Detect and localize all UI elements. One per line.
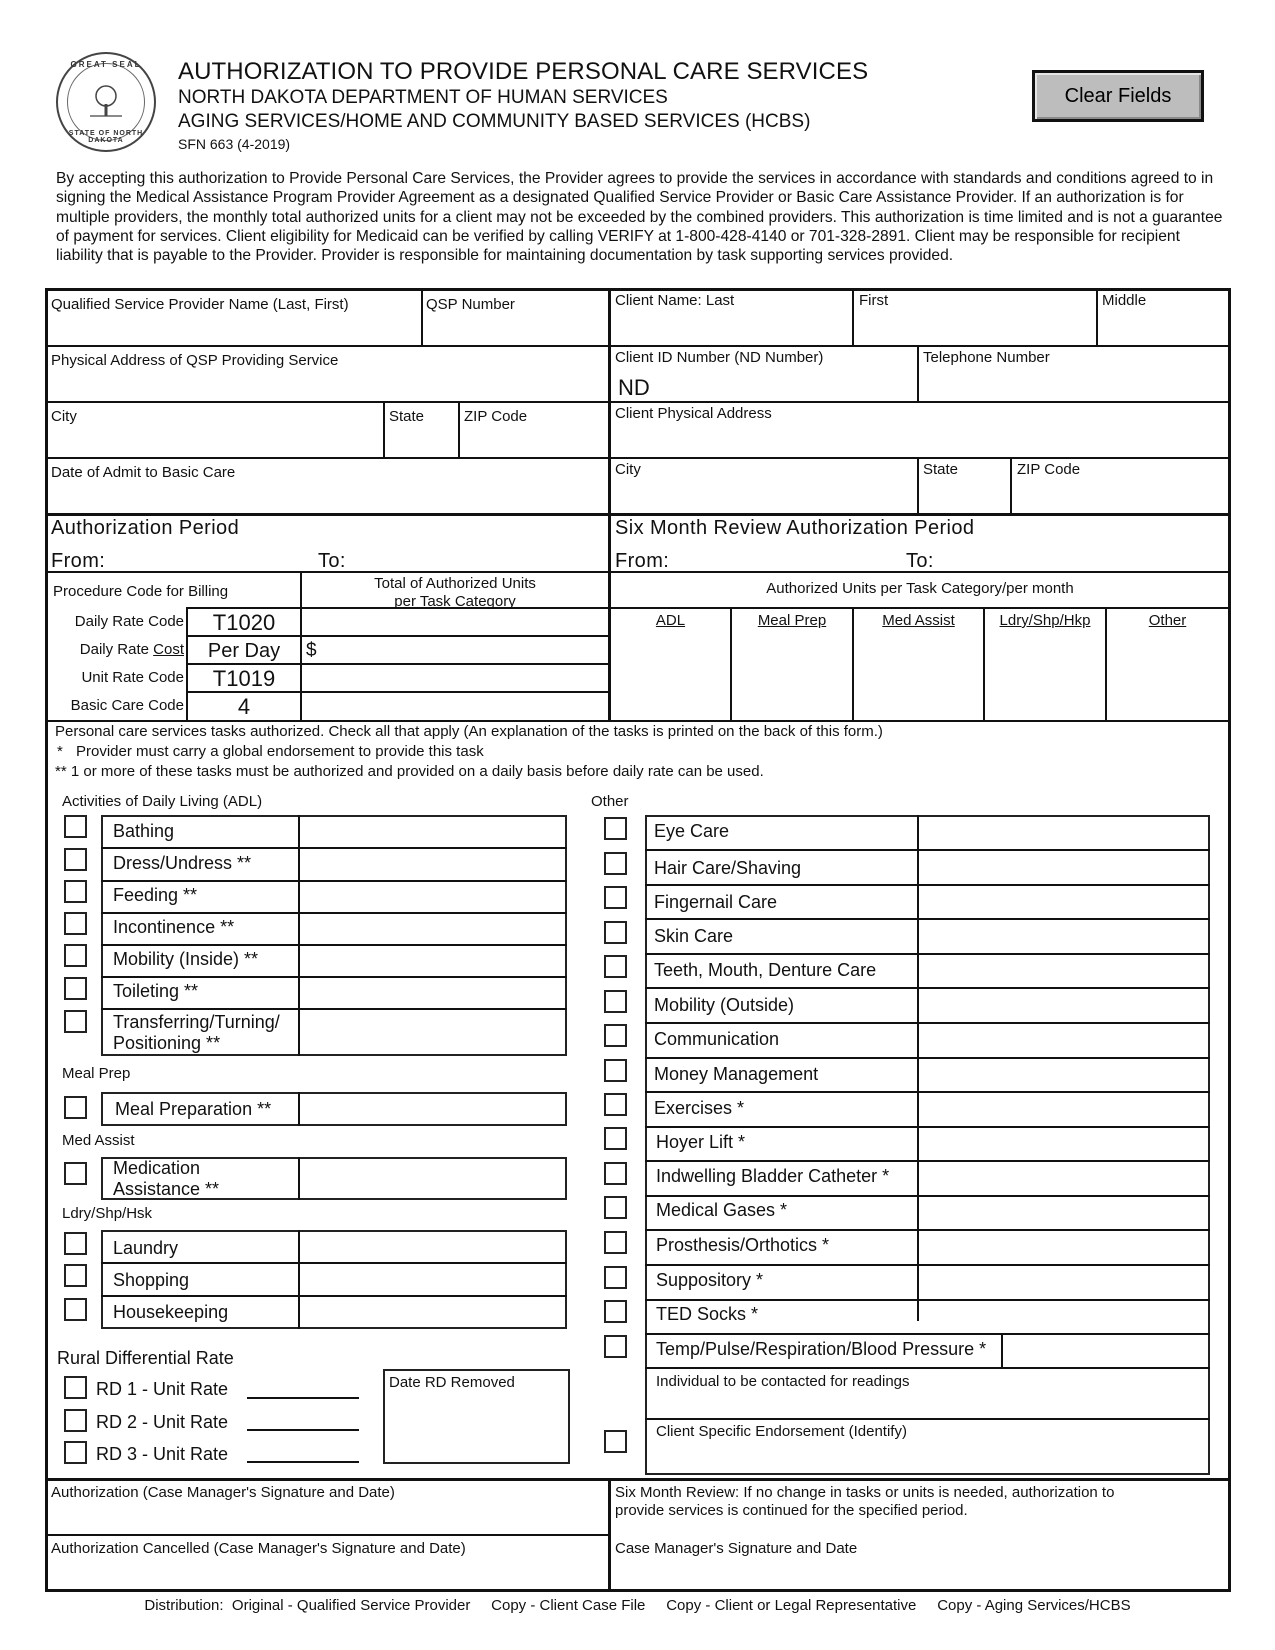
intro-paragraph: By accepting this authorization to Provide Personal Care Services, the Provider agrees to provide the services in accordance with standards and conditions agreed to in signing the Medical Assistance Program Provider Agreement as a designated Qualified Service Provider or Basic Care Assistance Provider. If an authorization is for multiple providers, the monthly total authorized units for a client may not be exceeded by the combined providers. This authorization is time limited and is not a guarantee of payment for services. Client eligibility for Medicaid can be verified by calling VERIFY at 1-800-428-4140 or 701-328-2891. Client may be responsible for recipient liability that is payable to the Provider. Provider is responsible for maintaining documentation by task supporting services provided. [56,170,1223,265]
provider-zip-label: ZIP Code [464,408,528,425]
contact-readings-label: Individual to be contacted for readings [656,1373,910,1390]
col-meal-prep: Meal Prep [757,612,827,629]
department-name: NORTH DAKOTA DEPARTMENT OF HUMAN SERVICES [178,87,668,108]
checkbox-bladder-catheter[interactable] [604,1162,627,1185]
state-seal-icon [56,52,156,152]
task-fingernail-care: Fingernail Care [654,892,778,912]
task-skin-care: Skin Care [654,926,734,946]
hair-care-notes-input[interactable] [921,852,1207,881]
suppository-notes-input[interactable] [921,1267,1207,1296]
basic-care-units-input[interactable] [304,695,604,717]
task-bladder-catheter: Indwelling Bladder Catheter * [656,1166,890,1186]
checkbox-communication[interactable] [604,1024,627,1047]
cancel-signature-label: Authorization Cancelled (Case Manager's Signature and Date) [51,1540,466,1557]
checkbox-ted-socks[interactable] [604,1300,627,1323]
task-toileting: Toileting ** [113,981,199,1001]
med-assist-section-title: Med Assist [62,1132,135,1149]
client-id-label: Client ID Number (ND Number) [615,349,824,366]
task-transferring-line1: Transferring/Turning/ [113,1012,280,1032]
housekeeping-notes-input[interactable] [302,1298,564,1326]
client-zip-label: ZIP Code [1017,461,1081,478]
client-last-label: Client Name: Last [615,292,735,309]
review-from-label: From: [615,550,670,572]
form-title: AUTHORIZATION TO PROVIDE PERSONAL CARE SERVICES [178,58,869,85]
daily-rate-code-label: Daily Rate Code [74,613,184,630]
auth-signature-label: Authorization (Case Manager's Signature and Date) [51,1484,395,1501]
adl-units-input[interactable] [614,634,726,718]
distribution-footer: Distribution: Original - Qualified Service Provider Copy - Client Case File Copy - Client or Legal Representative Copy - Aging Services/HCBS [144,1597,1131,1614]
auth-period-title: Authorization Period [51,517,240,539]
adl-section-title: Activities of Daily Living (ADL) [62,793,263,810]
task-incontinence: Incontinence ** [113,917,235,937]
checkbox-teeth-mouth[interactable] [604,955,627,978]
client-id-prefix: ND [618,375,650,400]
rd3-label: RD 3 - Unit Rate [96,1444,229,1464]
client-address-input[interactable] [614,425,1224,455]
task-hair-care: Hair Care/Shaving [654,858,802,878]
laundry-notes-input[interactable] [302,1233,564,1261]
client-city-label: City [615,461,641,478]
daily-rate-code-value: T1020 [212,610,276,635]
other-units-input[interactable] [1110,634,1224,718]
daily-rate-cost-value: Per Day [207,640,281,662]
provider-address-label: Physical Address of QSP Providing Service [51,352,339,369]
fingernail-care-notes-input[interactable] [921,887,1207,916]
task-dress-undress: Dress/Undress ** [113,853,252,873]
task-shopping: Shopping [113,1270,190,1290]
units-header-line2: per Task Category [394,593,516,610]
bladder-catheter-notes-input[interactable] [921,1163,1207,1192]
incontinence-notes-input[interactable] [302,915,564,943]
six-month-review-text-1: Six Month Review: If no change in tasks or units is needed, authorization to [615,1484,1115,1501]
auth-from-input[interactable] [114,548,314,570]
daily-rate-cost-input[interactable] [322,639,604,661]
client-id-input[interactable] [654,372,912,400]
date-rd-removed-input[interactable] [388,1394,566,1460]
client-city-input[interactable] [614,481,914,511]
client-phone-label: Telephone Number [923,349,1050,366]
checkbox-suppository[interactable] [604,1266,627,1289]
checkbox-exercises[interactable] [604,1093,627,1116]
checkbox-rd3[interactable] [64,1441,87,1464]
unit-rate-code-value: T1019 [212,666,276,691]
unit-rate-units-input[interactable] [304,667,604,689]
billing-header: Procedure Code for Billing [53,583,229,600]
client-state-label: State [923,461,959,478]
cancel-signature-input[interactable] [50,1559,604,1587]
ldry-units-input[interactable] [988,634,1101,718]
clear-fields-button[interactable]: Clear Fields [1032,70,1204,122]
task-communication: Communication [654,1029,780,1049]
basic-care-code-value: 4 [237,694,251,719]
checkbox-feeding[interactable] [64,880,87,903]
medical-gases-notes-input[interactable] [921,1198,1207,1227]
rd1-label: RD 1 - Unit Rate [96,1379,229,1399]
auth-to-label: To: [318,550,346,572]
cm-signature-label: Case Manager's Signature and Date [615,1540,858,1557]
provider-city-input[interactable] [50,427,380,455]
dress-undress-notes-input[interactable] [302,850,564,878]
task-feeding: Feeding ** [113,885,198,905]
checkbox-rd2[interactable] [64,1409,87,1432]
task-medication-line2: Assistance ** [113,1179,220,1199]
form-number: SFN 663 (4-2019) [178,136,291,152]
provider-name-input[interactable] [50,315,418,343]
checkbox-mobility-outside[interactable] [604,990,627,1013]
toileting-notes-input[interactable] [302,979,564,1007]
checkbox-meal-preparation[interactable] [64,1096,87,1119]
auth-from-label: From: [51,550,106,572]
client-first-label: First [859,292,889,309]
checkbox-hoyer-lift[interactable] [604,1127,627,1150]
meal-prep-units-input[interactable] [735,634,848,718]
task-laundry: Laundry [113,1238,179,1258]
medication-notes-input[interactable] [302,1160,564,1198]
task-exercises: Exercises * [654,1098,745,1118]
task-eye-care: Eye Care [654,821,730,841]
task-suppository: Suppository * [656,1270,764,1290]
daily-rate-cost-label: Daily Rate Cost [79,641,184,658]
checkbox-medication-assistance[interactable] [64,1162,87,1185]
tasks-intro-mark: * [57,743,63,760]
eye-care-notes-input[interactable] [921,818,1207,847]
checkbox-money-management[interactable] [604,1059,627,1082]
mobility-inside-notes-input[interactable] [302,947,564,975]
checkbox-prosthesis[interactable] [604,1231,627,1254]
rd1-rate-input[interactable] [247,1377,359,1397]
communication-notes-input[interactable] [921,1025,1207,1054]
checkbox-shopping[interactable] [64,1264,87,1287]
task-hoyer-lift: Hoyer Lift * [656,1132,746,1152]
meal-prep-section-title: Meal Prep [62,1065,131,1082]
client-endorsement-input[interactable] [650,1443,1206,1473]
task-bathing: Bathing [113,821,175,841]
exercises-notes-input[interactable] [921,1094,1207,1123]
tree-icon [84,80,128,124]
col-adl: ADL [655,612,686,629]
bathing-notes-input[interactable] [302,818,564,846]
tasks-intro-line3: ** 1 or more of these tasks must be authorized and provided on a daily basis before daily rate can be used. [55,763,764,780]
checkbox-medical-gases[interactable] [604,1196,627,1219]
client-last-input[interactable] [614,312,848,342]
review-to-label: To: [906,550,934,572]
basic-care-code-label: Basic Care Code [70,697,184,714]
review-period-title: Six Month Review Authorization Period [615,517,975,539]
rd2-label: RD 2 - Unit Rate [96,1412,229,1432]
col-other: Other [1148,612,1187,629]
unit-rate-code-label: Unit Rate Code [81,669,184,686]
checkbox-transferring[interactable] [64,1010,87,1033]
other-section-title: Other [591,793,629,810]
checkbox-skin-care[interactable] [604,921,627,944]
client-middle-label: Middle [1102,292,1147,309]
client-middle-input[interactable] [1101,312,1225,342]
provider-address-input[interactable] [50,371,604,399]
checkbox-dress-undress[interactable] [64,848,87,871]
checkbox-hair-care[interactable] [604,852,627,875]
tasks-intro-line1: Personal care services tasks authorized. Check all that apply (An explanation of the tasks is printed on the back of this form.) [55,723,883,740]
task-mobility-outside: Mobility (Outside) [654,995,795,1015]
task-medical-gases: Medical Gases * [656,1200,788,1220]
money-management-notes-input[interactable] [921,1060,1207,1089]
mobility-outside-notes-input[interactable] [921,990,1207,1019]
units-header-line1: Total of Authorized Units [374,575,536,592]
rd3-rate-input[interactable] [247,1441,359,1461]
provider-name-label: Qualified Service Provider Name (Last, First) [51,296,349,313]
six-month-review-text-2: provide services is continued for the specified period. [615,1502,968,1519]
checkbox-incontinence[interactable] [64,912,87,935]
rd2-rate-input[interactable] [247,1409,359,1429]
date-rd-removed-label: Date RD Removed [389,1374,515,1391]
admit-date-input[interactable] [50,483,604,511]
client-endorsement-label: Client Specific Endorsement (Identify) [656,1423,907,1440]
cm-signature-input[interactable] [614,1559,1224,1587]
meal-preparation-notes-input[interactable] [302,1095,564,1123]
qsp-number-input[interactable] [426,315,604,343]
checkbox-fingernail-care[interactable] [604,886,627,909]
daily-rate-units-input[interactable] [304,611,604,633]
client-phone-input[interactable] [922,370,1224,400]
task-money-management: Money Management [654,1064,819,1084]
checkbox-housekeeping[interactable] [64,1298,87,1321]
task-vitals: Temp/Pulse/Respiration/Blood Pressure * [656,1339,987,1359]
checkbox-client-endorsement[interactable] [604,1430,627,1453]
vitals-notes-input[interactable] [1005,1336,1207,1365]
hoyer-lift-notes-input[interactable] [921,1129,1207,1158]
auth-to-input[interactable] [352,548,602,570]
client-zip-input[interactable] [1016,481,1224,511]
client-first-input[interactable] [858,312,1092,342]
client-state-input[interactable] [922,481,1006,511]
task-prosthesis: Prosthesis/Orthotics * [656,1235,830,1255]
shopping-notes-input[interactable] [302,1265,564,1293]
auth-signature-input[interactable] [50,1503,604,1532]
task-housekeeping: Housekeeping [113,1302,229,1322]
checkbox-laundry[interactable] [64,1232,87,1255]
rural-section-title: Rural Differential Rate [57,1348,234,1368]
task-transferring-line2: Positioning ** [113,1033,221,1053]
ted-socks-notes-input[interactable] [921,1301,1207,1330]
seal-top-text: GREAT SEAL [70,60,142,69]
checkbox-eye-care[interactable] [604,817,627,840]
contact-readings-input[interactable] [650,1392,1206,1416]
checkbox-vitals[interactable] [604,1335,627,1358]
qsp-number-label: QSP Number [426,296,515,313]
feeding-notes-input[interactable] [302,883,564,911]
checkbox-mobility-inside[interactable] [64,944,87,967]
teeth-mouth-notes-input[interactable] [921,956,1207,985]
task-meal-preparation: Meal Preparation ** [115,1099,272,1119]
prosthesis-notes-input[interactable] [921,1232,1207,1261]
med-assist-units-input[interactable] [857,634,979,718]
dollar-sign: $ [306,640,317,661]
task-medication-line1: Medication [113,1158,201,1178]
tasks-intro-line2: Provider must carry a global endorsement to provide this task [76,743,484,760]
provider-state-label: State [389,408,425,425]
review-to-input[interactable] [940,548,1224,570]
task-mobility-inside: Mobility (Inside) ** [113,949,259,969]
provider-city-label: City [51,408,77,425]
col-med-assist: Med Assist [882,612,955,629]
task-teeth-mouth: Teeth, Mouth, Denture Care [654,960,877,980]
ldry-section-title: Ldry/Shp/Hsk [62,1205,153,1222]
task-ted-socks: TED Socks * [656,1304,759,1324]
skin-care-notes-input[interactable] [921,921,1207,950]
checkbox-rd1[interactable] [64,1376,87,1399]
seal-bottom-text: STATE OF NORTH DAKOTA [68,130,144,144]
transferring-notes-input[interactable] [302,1011,564,1054]
admit-date-label: Date of Admit to Basic Care [51,464,236,481]
review-from-input[interactable] [678,548,898,570]
checkbox-toileting[interactable] [64,977,87,1000]
provider-state-input[interactable] [388,427,454,455]
checkbox-bathing[interactable] [64,815,87,838]
col-ldry-shp-hkp: Ldry/Shp/Hkp [999,612,1091,629]
client-address-label: Client Physical Address [615,405,772,422]
units-per-month-header: Authorized Units per Task Category/per month [766,580,1074,597]
provider-zip-input[interactable] [463,427,603,455]
division-name: AGING SERVICES/HOME AND COMMUNITY BASED SERVICES (HCBS) [178,111,811,132]
